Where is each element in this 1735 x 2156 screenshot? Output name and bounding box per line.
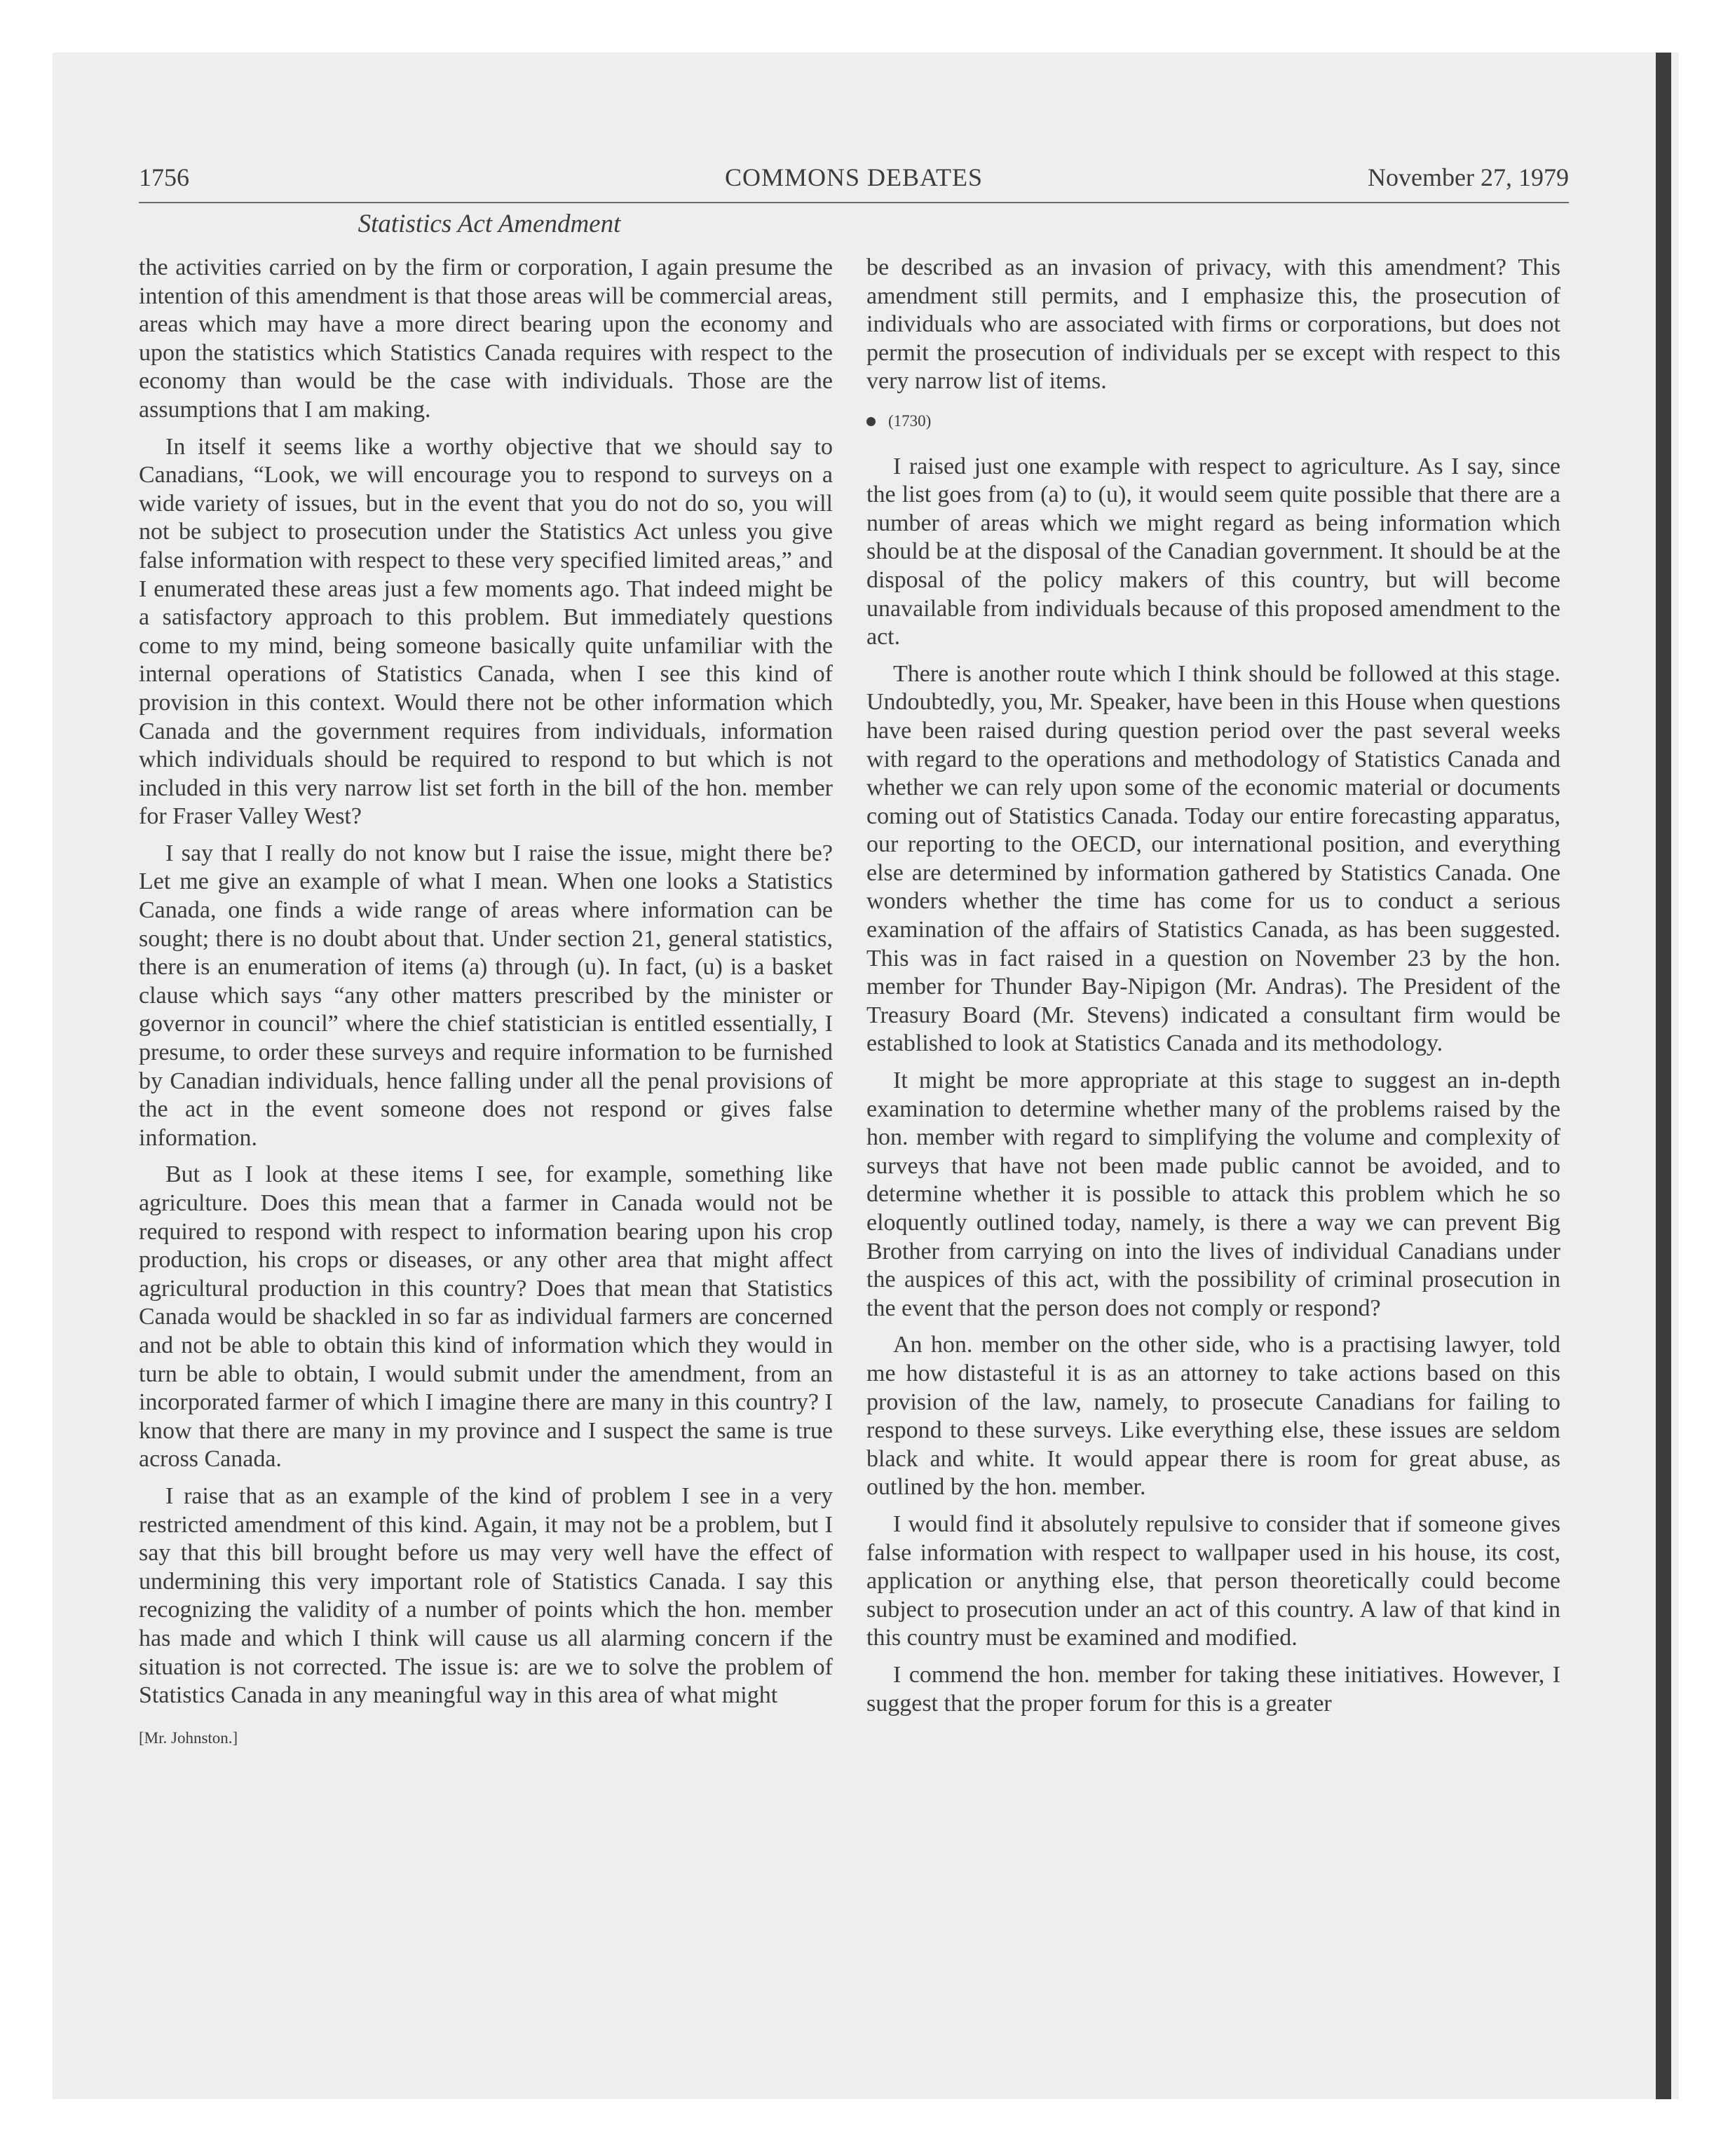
page-header bbox=[139, 163, 1569, 203]
scan-edge-shadow bbox=[1656, 53, 1671, 2099]
paragraph: But as I look at these items I see, for example, something like agriculture. Does this mean that a farmer in Canada would not be required to respond with respect to information bearing upon his crop production, his crops or diseases, or any other area that might affect agricultural production in this country? Does that mean that Statistics Canada would be shackled in so far as individual farmers are concerned and not be able to obtain this kind of information which they would in turn be able to obtain, I would submit under the amendment, from an incorporated farmer of which I imagine there are many in this country? I know that there are many in my province and I suspect the same is true across Canada. bbox=[139, 1161, 833, 1473]
left-column bbox=[139, 254, 833, 1752]
paragraph: In itself it seems like a worthy objective that we should say to Canadians, “Look, we will encourage you to respond to surveys on a wide variety of issues, but in the event that you do not do so, you will not be subject to prosecution under the Statistics Act unless you give false information with respect to these very specified limited areas,” and I enumerated these areas just a few moments ago. That indeed might be a satisfactory approach to this problem. But immediately questions come to my mind, being someone basically quite unfamiliar with the internal operations of Statistics Canada, when I see this kind of provision in this context. Would there not be other information which Canada and the government requires from individuals, information which individuals should be required to respond to but which is not included in this very narrow list set forth in the bill of the hon. member for Fraser Valley West? bbox=[139, 433, 833, 830]
paragraph: An hon. member on the other side, who is a practising lawyer, told me how distasteful it is as an attorney to take actions based on this provision of the law, namely, to prosecute Canadians for failing to respond to these surveys. Like everything else, these issues are seldom black and white. It would appear there is room for great abuse, as outlined by the hon. member. bbox=[866, 1332, 1560, 1501]
right-column bbox=[866, 254, 1560, 1726]
subject-heading: Statistics Act Amendment bbox=[358, 210, 621, 238]
page-date: November 27, 1979 bbox=[1368, 163, 1569, 191]
paragraph: be described as an invasion of privacy, with this amendment? This amendment still permits, and I emphasize this, the prosecution of individuals who are associated with firms or corporations, but does not permit the prosecution of individuals per se except with respect to this very narrow list of items. bbox=[866, 254, 1560, 395]
paragraph: I commend the hon. member for taking these initiatives. However, I suggest that the proper forum for this is a greater bbox=[866, 1661, 1560, 1717]
paragraph: There is another route which I think should be followed at this stage. Undoubtedly, you, Mr. Speaker, have been in this House when questions have been raised during question period over the past several weeks with regard to the operations and methodology of Statistics Canada and whether we can rely upon some of the economic material or documents coming out of Statistics Canada. Today our entire forecasting apparatus, our reporting to the OECD, our international position, and everything else are determined by information gathered by Statistics Canada. One wonders whether the time has come for us to conduct a serious examination of the affairs of Statistics Canada, as has been suggested. This was in fact raised in a question on November 23 by the hon. member for Thunder Bay-Nipigon (Mr. Andras). The President of the Treasury Board (Mr. Stevens) indicated a consultant firm would be established to look at Statistics Canada and its methodology. bbox=[866, 660, 1560, 1057]
paragraph: I say that I really do not know but I raise the issue, might there be? Let me give an example of what I mean. When one looks a Statistics Canada, one finds a wide range of areas where information can be sought; there is no doubt about that. Under section 21, general statistics, there is an enumeration of items (a) through (u). In fact, (u) is a basket clause which says “any other matters prescribed by the minister or governor in council” where the chief statistician is entitled essentially, I presume, to order these surveys and require information to be furnished by Canadian individuals, hence falling under all the penal provisions of the act in the event someone does not respond or gives false information. bbox=[139, 840, 833, 1151]
time-marker-label: (1730) bbox=[888, 411, 932, 430]
paragraph: I raised just one example with respect to agriculture. As I say, since the list goes from (a) to (u), it would seem quite possible that there are a number of areas which we might regard as being information which should be at the disposal of the Canadian government. It should be at the disposal of the policy makers of this country, but will become unavailable from individuals because of this proposed amendment to the act. bbox=[866, 453, 1560, 650]
paragraph: It might be more appropriate at this stage to suggest an in-depth examination to determine whether many of the problems raised by the hon. member with regard to simplifying the volume and complexity of surveys that have not been made public cannot be avoided, and to determine whether it is possible to attack this problem which he so eloquently outlined today, namely, is there a way we can prevent Big Brother from carrying on into the lives of individual Canadians under the auspices of this act, with the possibility of criminal prosecution in the event that the person does not comply or respond? bbox=[866, 1067, 1560, 1321]
page-number: 1756 bbox=[139, 163, 189, 191]
journal-title: COMMONS DEBATES bbox=[724, 163, 984, 191]
bullet-icon bbox=[866, 417, 876, 426]
time-marker bbox=[866, 407, 1560, 436]
paragraph: I would find it absolutely repulsive to consider that if someone gives false information with respect to wallpaper used in his house, its cost, application or anything else, that person theoretically could become subject to prosecution under an act of this country. A law of that kind in this country must be examined and modified. bbox=[866, 1510, 1560, 1651]
paragraph: I raise that as an example of the kind of problem I see in a very restricted amendment of this kind. Again, it may not be a problem, but I say that this bill brought before us may very well have the effect of undermining this very important role of Statistics Canada. I say this recognizing the validity of a number of points which the hon. member has made and which I think will cause us all alarming concern if the situation is not corrected. The issue is: are we to solve the problem of Statistics Canada in any meaningful way in this area of what might bbox=[139, 1482, 833, 1709]
paragraph: the activities carried on by the firm or corporation, I again presume the intention of this amendment is that those areas will be commercial areas, areas which may have a more direct bearing upon the economy and upon the statistics which Statistics Canada requires with respect to the economy than would be the case with individuals. Those are the assumptions that I am making. bbox=[139, 254, 833, 423]
speaker-note: [Mr. Johnston.] bbox=[139, 1728, 238, 1747]
